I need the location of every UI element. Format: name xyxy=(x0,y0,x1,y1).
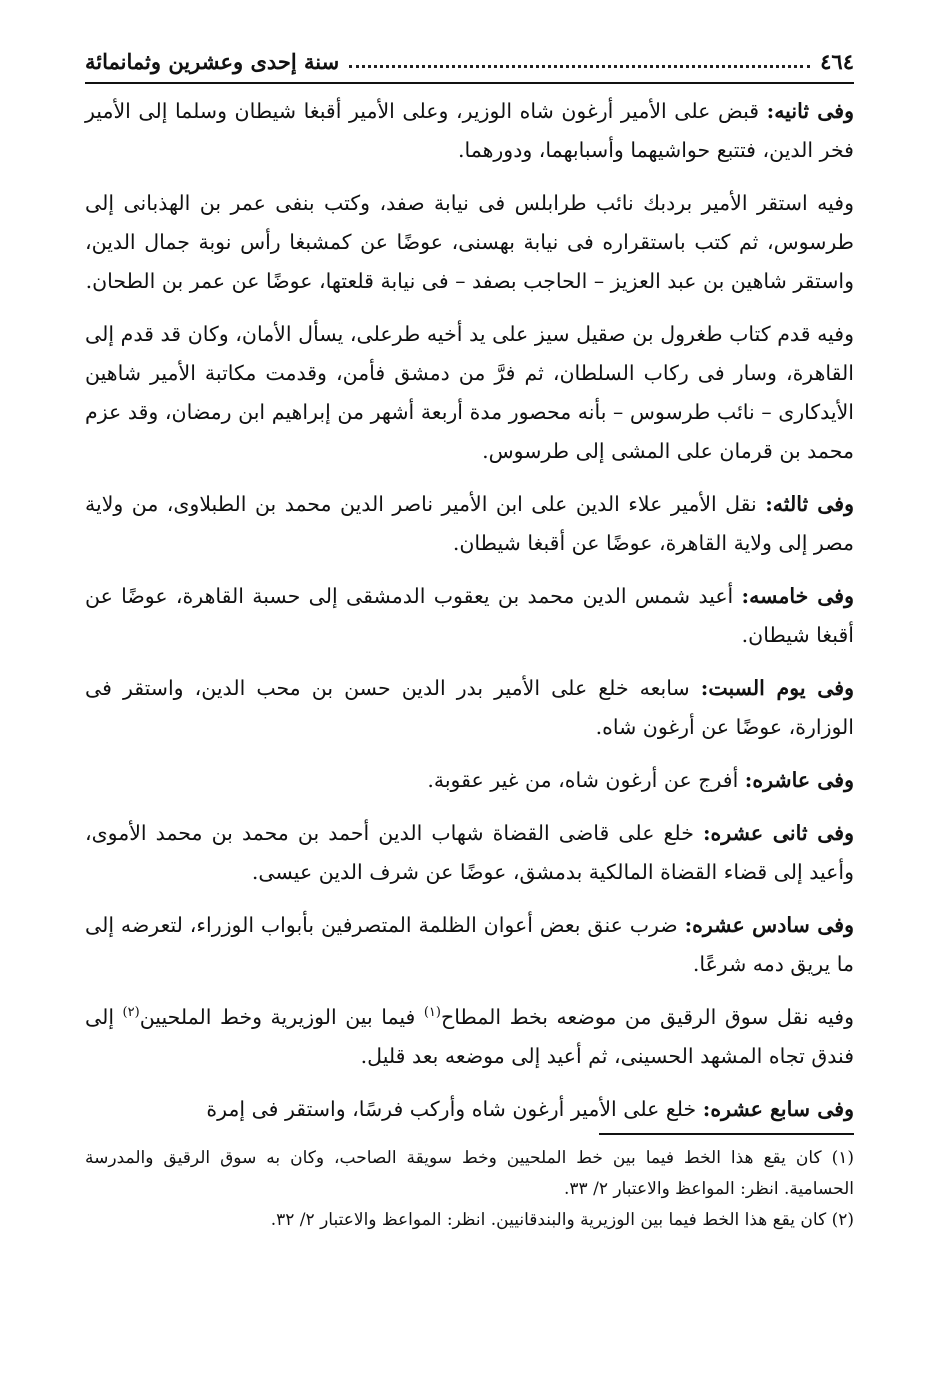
paragraph-text: وفيه استقر الأمير بردبك نائب طرابلس فى نيابة صفد، وكتب بنفى عمر بن الهذبانى إلى طرسوس، ثم كتب باستقراره فى نيابة بهسنى، عوضًا عن كمشبغا رأس نوبة جمال الدين، واستقر شاهين بن عبد العزيز – الحاجب بصفد – فى نيابة قلعتها، عوضًا عن عمر بن الطحان. xyxy=(85,191,854,293)
paragraph-text: إلى فندق تجاه المشهد الحسينى، ثم أعيد إلى موضعه بعد قليل. xyxy=(85,1005,854,1068)
paragraph-lead: وفى ثانى عشره: xyxy=(702,821,854,845)
paragraph-text: أفرج عن أرغون شاه، من غير عقوبة. xyxy=(427,768,745,792)
paragraph xyxy=(85,577,854,655)
paragraph-text: خلع على الأمير أرغون شاه وأركب فرسًا، واستقر فى إمرة xyxy=(206,1097,703,1121)
running-title: سنة إحدى وعشرين وثمانمائة xyxy=(85,48,340,74)
paragraph xyxy=(85,669,854,747)
page-number: ٤٦٤ xyxy=(820,48,854,74)
paragraph xyxy=(85,814,854,892)
paragraph xyxy=(85,1090,854,1129)
paragraph xyxy=(85,998,854,1076)
paragraph-lead: وفى سابع عشره: xyxy=(702,1097,854,1121)
footnote: (١) كان يقع هذا الخط فيما بين خط الملحيين وخط سويقة الصاحب، وكان به سوق الرقيق والمدرسة الحسامية. انظر: المواعظ والاعتبار ٢/ ٣٣. xyxy=(85,1148,854,1199)
paragraph-text: سابعه خلع على الأمير بدر الدين حسن بن محب الدين، واستقر فى الوزارة، عوضًا عن أرغون شاه. xyxy=(85,676,854,739)
paragraph-lead: وفى يوم السبت: xyxy=(700,676,854,700)
paragraph xyxy=(85,315,854,471)
paragraph xyxy=(85,485,854,563)
footnote-ref[interactable]: (٢) xyxy=(122,1005,140,1021)
paragraph xyxy=(85,761,854,800)
paragraph-text: وفيه قدم كتاب طغرول بن صقيل سيز على يد أخيه طرعلى، يسأل الأمان، وكان قد قدم إلى القاهرة، وسار فى ركاب السلطان، ثم فرَّ من دمشق فأمن، وقدمت مكاتبة الأمير شاهين الأيدكارى – نائب طرسوس – بأنه محصور مدة أربعة أشهر من إبراهيم ابن رمضان، وقد عزم محمد بن قرمان على المشى إلى طرسوس. xyxy=(85,322,854,463)
page-header xyxy=(85,40,854,84)
paragraph-text: فيما بين الوزيرية وخط الملحيين xyxy=(139,1005,424,1029)
footnote: (٢) كان يقع هذا الخط فيما بين الوزيرية والبندقانيين. انظر: المواعظ والاعتبار ٢/ ٣٢. xyxy=(270,1210,854,1230)
footnote-ref[interactable]: (١) xyxy=(423,1005,441,1021)
paragraph-lead: وفى ثالثه: xyxy=(765,492,854,516)
paragraph-lead: وفى عاشره: xyxy=(744,768,854,792)
leader-dots xyxy=(349,55,810,68)
paragraph-text: خلع على قاضى القضاة شهاب الدين أحمد بن محمد بن محمد الأموى، وأعيد إلى قضاء القضاة المالكية بدمشق، عوضًا عن شرف الدين عيسى. xyxy=(85,821,854,884)
paragraph-text: وفيه نقل سوق الرقيق من موضعه بخط المطاح xyxy=(440,1005,854,1029)
paragraph-text: أعيد شمس الدين محمد بن يعقوب الدمشقى إلى حسبة القاهرة، عوضًا عن أقبغا شيطان. xyxy=(85,584,854,647)
paragraph-lead: وفى ثانيه: xyxy=(766,99,854,123)
paragraph-text: قبض على الأمير أرغون شاه الوزير، وعلى الأمير أقبغا شيطان وسلما إلى الأمير فخر الدين، فتتبع حواشيهما وأسبابهما، ودورهما. xyxy=(85,99,854,162)
paragraph xyxy=(85,184,854,301)
paragraph xyxy=(85,906,854,984)
paragraph-lead: وفى خامسه: xyxy=(741,584,854,608)
paragraph xyxy=(85,92,854,170)
paragraph-text: نقل الأمير علاء الدين على ابن الأمير ناصر الدين محمد بن الطبلاوى، من ولاية مصر إلى ولاية القاهرة، عوضًا عن أقبغا شيطان. xyxy=(85,492,854,555)
paragraph-lead: وفى سادس عشره: xyxy=(684,913,854,937)
paragraph-text: ضرب عنق بعض أعوان الظلمة المتصرفين بأبواب الوزراء، لتعرضه إلى ما يريق دمه شرعًا. xyxy=(85,913,854,976)
footnote-divider xyxy=(599,1133,854,1135)
